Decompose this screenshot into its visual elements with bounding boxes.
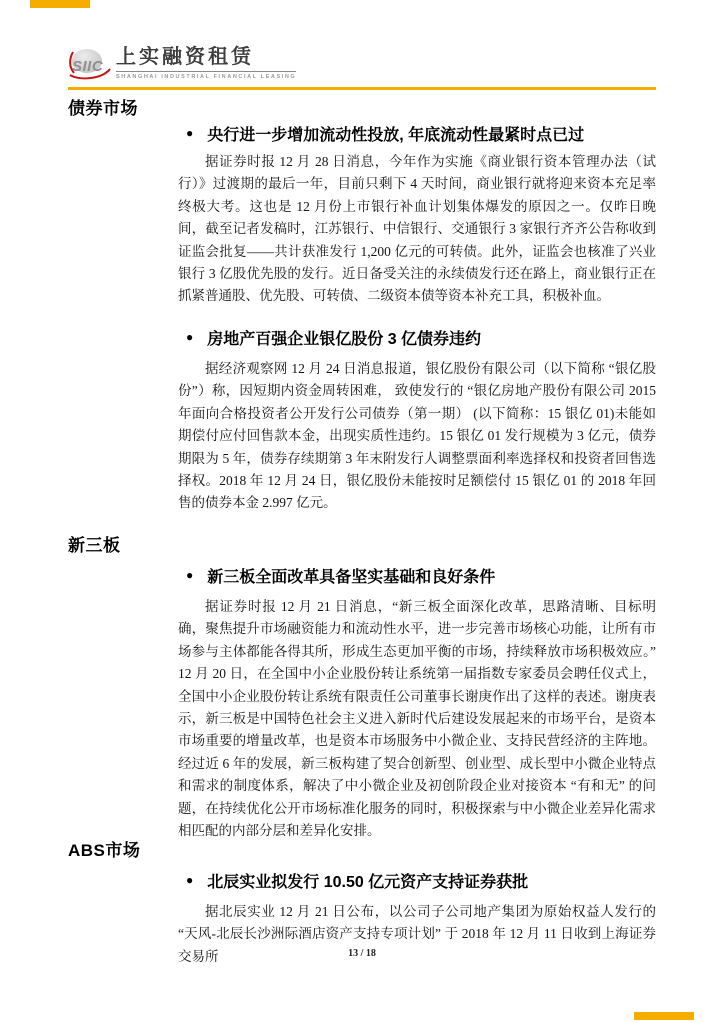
brand-name-cn: 上实融资租赁: [116, 46, 296, 72]
news-item-title: [186, 122, 584, 145]
news-item-title: [186, 564, 495, 587]
news-title-text: 央行进一步增加流动性投放, 年底流动性最紧时点已过: [207, 127, 585, 144]
news-title-text: 新三板全面改革具备坚实基础和良好条件: [207, 569, 496, 586]
news-item-body: 据证券时报 12 月 28 日消息，今年作为实施《商业银行资本管理办法（试行）》过渡期的最后一年，目前只剩下 4 天时间，商业银行就将迎来资本充足率终极大考。这也是 12 月份上市银行补血计划集体爆发的原因之一。仅昨日晚间，截至记者发稿时，江苏银行、中信银行、交通银行 3 家银行齐齐公告称收到证监会批复——共计获准发行 1,200 亿元的可转债。此外，证监会也核准了兴业银行 3 亿股优先股的发行。近日备受关注的永续债发行还在路上，商业银行正在抓紧普通股、优先股、可转债、二级资本债等资本补充工具，积极补血。: [178, 154, 656, 304]
company-logo: [68, 46, 296, 84]
news-item-body: 据经济观察网 12 月 24 日消息报道，银亿股份有限公司（以下简称 “银亿股份”）称，因短期内资金周转困难， 致使发行的 “银亿房地产股份有限公司 2015 年面向合格投资者公开发行公司债券（第一期） (以下简称：15 银亿 01)未能如期偿付应付回售款本金，出现实质性违约。15 银亿 01 发行规模为 3 亿元，债券期限为 5 年，债券存续期第 3 年末附发行人调整票面利率选择权和投资者回售选择权。2018 年 12 月 24 日，银亿股份未能按时足额偿付 15 银亿 01 的 2018 年回售的债券本金 2.997 亿元。: [178, 361, 656, 511]
corner-accent-bottom: [634, 1012, 694, 1020]
section-heading-bond-market: 债券市场: [68, 99, 138, 118]
header-divider: [68, 87, 656, 90]
corner-accent-top: [30, 0, 90, 8]
bullet-icon: ●: [186, 329, 194, 344]
news-item-title: [186, 326, 481, 349]
svg-text:SIIC: SIIC: [72, 58, 104, 75]
news-item-body: 据北辰实业 12 月 21 日公布，以公司子公司地产集团为原始权益人发行的 “天风-北辰长沙洲际酒店资产支持专项计划” 于 2018 年 12 月 11 日收到上海证券交易所: [178, 904, 656, 964]
news-title-text: 房地产百强企业银亿股份 3 亿债券违约: [207, 331, 482, 348]
bullet-icon: ●: [186, 567, 194, 582]
news-item-title: [186, 869, 528, 892]
brand-name-en: SHANGHAI INDUSTRIAL FINANCIAL LEASING: [116, 74, 297, 80]
news-item-body: 据证券时报 12 月 21 日消息，“新三板全面深化改革，思路清晰、目标明确，聚焦提升市场融资能力和流动性水平，进一步完善市场核心功能，让所有市场参与主体都能各得其所，形成生态更加平衡的市场，持续释放市场积极效应。” 12 月 20 日，在全国中小企业股份转让系统第一届指数专家委员会聘任仪式上，全国中小企业股份转让系统有限责任公司董事长谢庚作出了这样的表述。谢庚表示，新三板是中国特色社会主义进入新时代后建设发展起来的市场平台，是资本市场重要的增量改革，也是资本市场服务中小微企业、支持民营经济的主阵地。经过近 6 年的发展，新三板构建了契合创新型、创业型、成长型中小微企业特点和需求的制度体系，解决了中小微企业及初创阶段企业对接资本 “有和无” 的问题，在持续优化公开市场标准化服务的同时，积极探索与中小微企业差异化需求相匹配的内部分层和差异化安排。: [178, 599, 656, 839]
bullet-icon: ●: [186, 872, 194, 887]
brand-text: [116, 46, 296, 80]
siic-logo-icon: [68, 46, 112, 84]
bullet-icon: ●: [186, 125, 194, 140]
section-heading-neeq: 新三板: [68, 536, 121, 555]
page-number: 13 / 18: [348, 948, 376, 959]
news-title-text: 北辰实业拟发行 10.50 亿元资产支持证券获批: [207, 874, 529, 891]
section-heading-abs-market: ABS市场: [68, 841, 141, 860]
